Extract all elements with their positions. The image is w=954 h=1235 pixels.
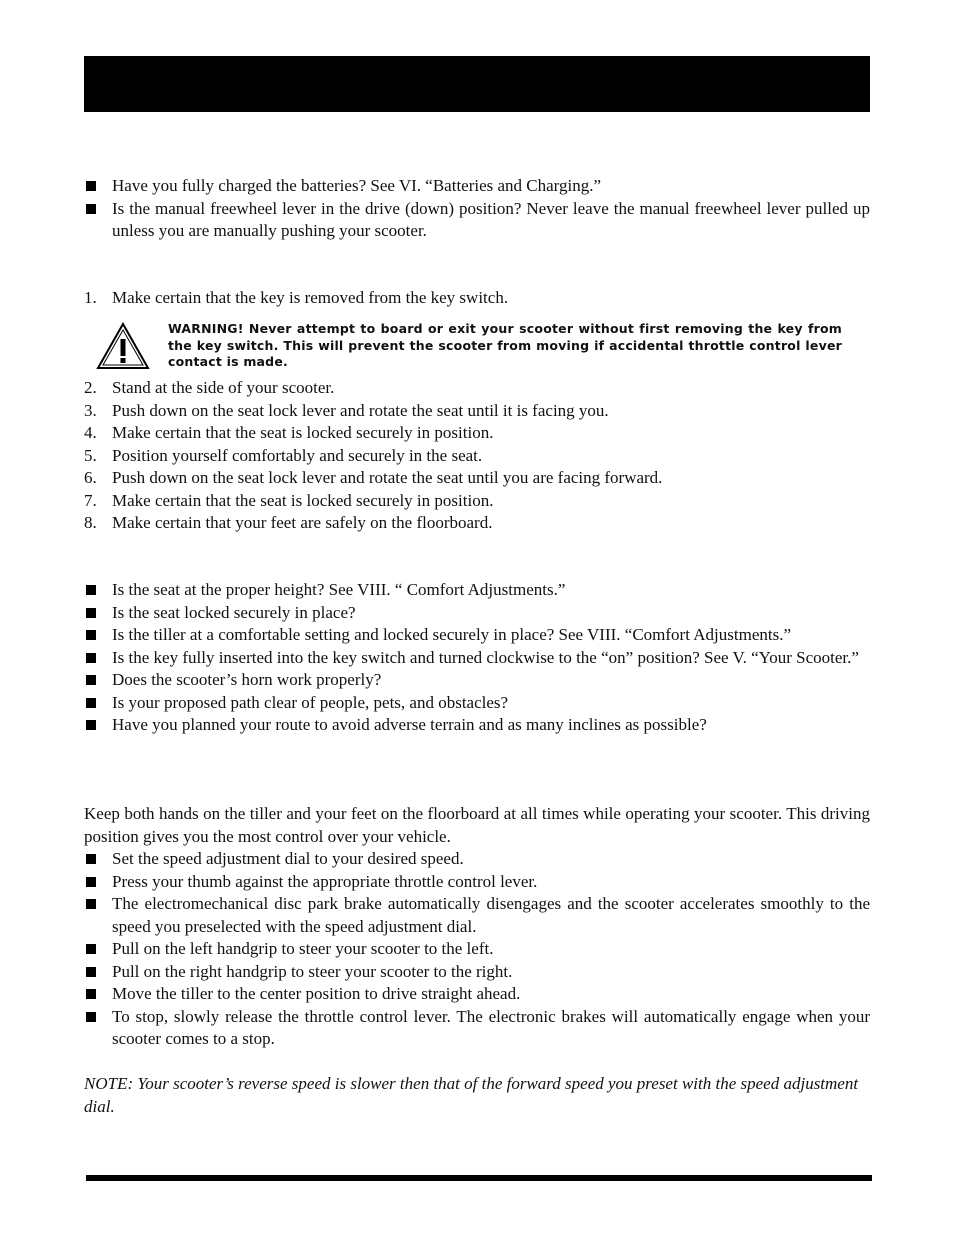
list-item	[84, 938, 870, 961]
list-item-text: The electromechanical disc park brake automatically disengages and the scooter accelerates smoothly to the speed you preselected with the speed adjustment dial.	[112, 894, 870, 936]
step-text: Stand at the side of your scooter.	[112, 378, 335, 397]
footer-rule	[86, 1175, 872, 1181]
list-item-text: Have you planned your route to avoid adverse terrain and as many inclines as possible?	[112, 715, 707, 734]
step-text: Position yourself comfortably and securely in the seat.	[112, 445, 483, 465]
bullet-square-icon	[86, 181, 96, 191]
bullet-square-icon	[86, 1012, 96, 1022]
list-item	[84, 848, 870, 871]
bullet-square-icon	[86, 653, 96, 663]
list-item-text: Set the speed adjustment dial to your desired speed.	[112, 849, 464, 868]
list-item	[84, 579, 870, 602]
list-item-text: To stop, slowly release the throttle control lever. The electronic brakes will automatically engage when your scooter comes to a stop.	[112, 1006, 870, 1048]
list-item-text: Is the seat locked securely in place?	[112, 602, 356, 622]
note-paragraph: NOTE: Your scooter’s reverse speed is slower then that of the forward speed you preset with the speed adjustment dial.	[84, 1074, 859, 1116]
step-number: 2.	[84, 378, 97, 397]
list-item	[84, 198, 870, 243]
list-item-text: Pull on the left handgrip to steer your scooter to the left.	[112, 939, 494, 958]
bullet-square-icon	[86, 204, 96, 214]
step-number: 5.	[84, 445, 97, 465]
bullet-square-icon	[86, 989, 96, 999]
warning-box	[84, 320, 844, 372]
list-item	[84, 893, 870, 938]
list-item-text: Press your thumb against the appropriate throttle control lever.	[112, 871, 538, 891]
warning-text: WARNING! Never attempt to board or exit your scooter without first removing the key from the key switch. This will prevent the scooter from moving if accidental throttle control lever contact is made.	[168, 321, 842, 369]
bullet-square-icon	[86, 944, 96, 954]
boarding-step-1	[84, 287, 870, 310]
bullet-square-icon	[86, 899, 96, 909]
bullet-square-icon	[86, 967, 96, 977]
list-item-text: Is the key fully inserted into the key switch and turned clockwise to the “on” position? See V. “Your Scooter.”	[112, 647, 859, 667]
bullet-square-icon	[86, 698, 96, 708]
numbered-step	[84, 287, 870, 310]
step-number: 3.	[84, 400, 97, 420]
step-text: Push down on the seat lock lever and rotate the seat until you are facing forward.	[112, 468, 663, 487]
step-text: Make certain that the key is removed from the key switch.	[112, 288, 509, 307]
list-item-text: Is your proposed path clear of people, pets, and obstacles?	[112, 692, 509, 712]
warning-triangle-icon	[96, 322, 150, 370]
header-bar	[84, 56, 870, 112]
list-item	[84, 871, 870, 894]
step-number: 8.	[84, 513, 97, 532]
bullet-square-icon	[86, 854, 96, 864]
list-item	[84, 961, 870, 984]
list-item	[84, 175, 870, 198]
list-item-text: Is the manual freewheel lever in the drive (down) position? Never leave the manual freewheel lever pulled up unless you are manually pushing your scooter.	[112, 198, 870, 240]
bullet-square-icon	[86, 877, 96, 887]
step-text: Make certain that the seat is locked securely in position.	[112, 490, 494, 510]
bullet-square-icon	[86, 585, 96, 595]
step-number: 1.	[84, 288, 97, 307]
numbered-step	[84, 490, 870, 513]
step-number: 4.	[84, 423, 97, 442]
list-item-text: Move the tiller to the center position to drive straight ahead.	[112, 984, 521, 1003]
list-item	[84, 602, 870, 625]
bullet-square-icon	[86, 630, 96, 640]
list-item	[84, 714, 870, 737]
numbered-step	[84, 422, 870, 445]
step-text: Make certain that the seat is locked securely in position.	[112, 423, 494, 442]
bullet-square-icon	[86, 608, 96, 618]
step-text: Make certain that your feet are safely on the floorboard.	[112, 513, 493, 532]
list-item	[84, 1006, 870, 1051]
operation-intro: Keep both hands on the tiller and your feet on the floorboard at all times while operating your scooter. This driving position gives you the most control over your vehicle.	[84, 804, 870, 846]
step-number: 6.	[84, 468, 97, 487]
bullet-square-icon	[86, 675, 96, 685]
list-item	[84, 983, 870, 1006]
numbered-step	[84, 400, 870, 423]
bullet-square-icon	[86, 720, 96, 730]
numbered-step	[84, 445, 870, 468]
boarding-steps-section	[84, 377, 870, 535]
step-text: Push down on the seat lock lever and rotate the seat until it is facing you.	[112, 400, 609, 420]
list-item-text: Is the tiller at a comfortable setting and locked securely in place? See VIII. “Comfort Adjustments.”	[112, 625, 791, 644]
list-item	[84, 647, 870, 670]
list-item-text: Pull on the right handgrip to steer your scooter to the right.	[112, 961, 513, 981]
step-number: 7.	[84, 490, 97, 510]
numbered-step	[84, 512, 870, 535]
numbered-step	[84, 467, 870, 490]
list-item-text: Have you fully charged the batteries? See VI. “Batteries and Charging.”	[112, 176, 602, 195]
list-item	[84, 624, 870, 647]
list-item	[84, 692, 870, 715]
pre-ride-checklist-section	[84, 579, 870, 737]
list-item-text: Does the scooter’s horn work properly?	[112, 670, 382, 689]
pre-check-section	[84, 175, 870, 243]
numbered-step	[84, 377, 870, 400]
list-item	[84, 669, 870, 692]
operation-section	[84, 803, 870, 1051]
list-item-text: Is the seat at the proper height? See VIII. “ Comfort Adjustments.”	[112, 580, 566, 599]
